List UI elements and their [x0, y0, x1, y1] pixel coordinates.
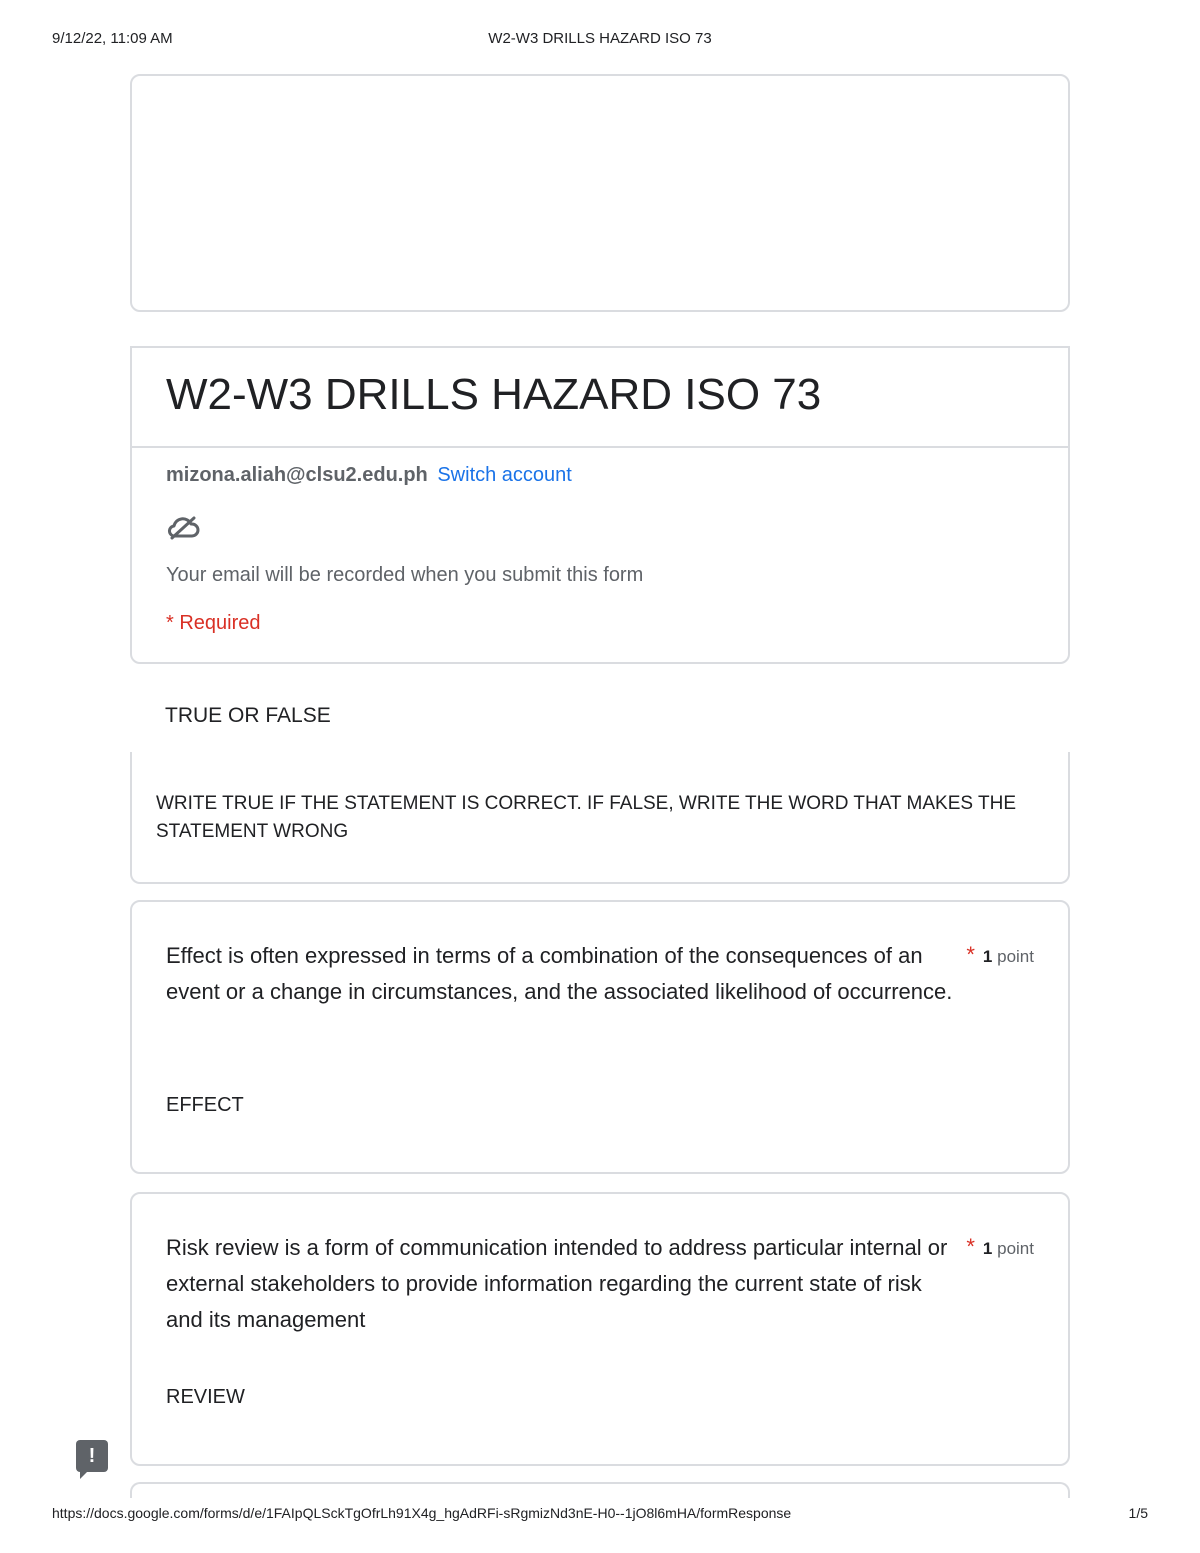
required-asterisk: *	[966, 1234, 975, 1259]
title-divider	[132, 446, 1068, 448]
question-card	[130, 900, 1070, 1174]
question-card	[130, 1192, 1070, 1466]
required-note: * Required	[166, 612, 261, 634]
points-value: 1	[982, 1239, 993, 1258]
section-title: TRUE OR FALSE	[165, 704, 331, 727]
question-points	[966, 942, 1034, 968]
points-label: point	[997, 947, 1034, 966]
section-description: WRITE TRUE IF THE STATEMENT IS CORRECT. IF FALSE, WRITE THE WORD THAT MAKES THE STATEMENT WRONG	[156, 793, 1017, 842]
answer-input[interactable]: EFFECT	[166, 1094, 244, 1116]
feedback-icon[interactable]: !	[76, 1440, 108, 1472]
form-title: W2-W3 DRILLS HAZARD ISO 73	[166, 370, 822, 419]
question-text: Risk review is a form of communication intended to address particular internal or external stakeholders to provide information regarding the current state of risk and its management	[166, 1235, 948, 1332]
print-page-number: 1/5	[1128, 1505, 1148, 1521]
print-page-title: W2-W3 DRILLS HAZARD ISO 73	[488, 30, 712, 47]
form-banner	[130, 74, 1070, 312]
question-points	[966, 1234, 1034, 1260]
form-header-card	[130, 346, 1070, 664]
email-recorded-note: Your email will be recorded when you submit this form	[166, 564, 644, 586]
section-description-card	[130, 752, 1070, 884]
answer-input[interactable]: REVIEW	[166, 1386, 245, 1408]
points-value: 1	[982, 947, 993, 966]
account-line	[166, 464, 572, 487]
print-url: https://docs.google.com/forms/d/e/1FAIpQLSckTgOfrLh91X4g_hgAdRFi-sRgmizNd3nE-H0--1jO8l6mHA/formResponse	[52, 1505, 792, 1521]
required-asterisk: *	[966, 942, 975, 967]
points-label: point	[997, 1239, 1034, 1258]
cloud-offline-icon	[166, 514, 200, 540]
print-datetime: 9/12/22, 11:09 AM	[52, 30, 173, 47]
switch-account-link[interactable]: Switch account	[437, 464, 572, 486]
question-text: Effect is often expressed in terms of a combination of the consequences of an event or a change in circumstances, and the associated likelihood of occurrence.	[166, 943, 953, 1004]
account-email: mizona.aliah@clsu2.edu.ph	[166, 464, 428, 486]
